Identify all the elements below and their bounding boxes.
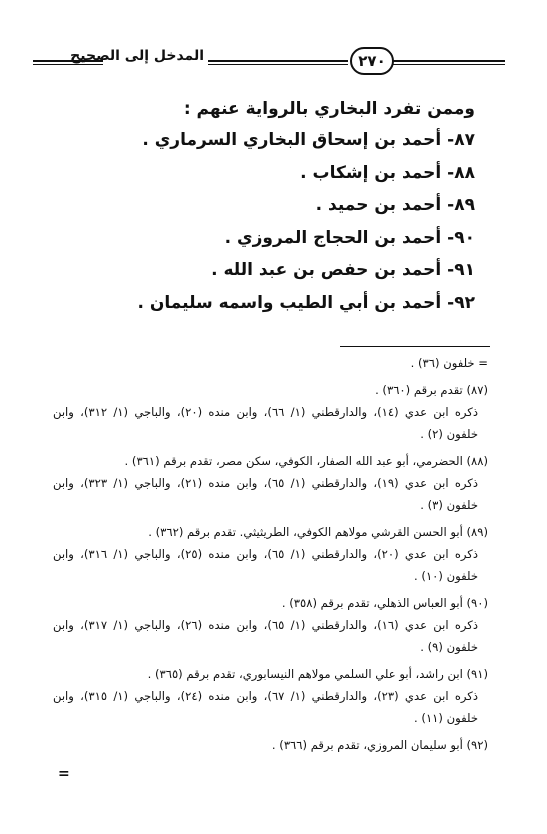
page-header [0, 44, 547, 78]
footnote-heading: (٩٢) أبو سليمان المروزي، تقدم برقم (٣٦٦) . [271, 738, 488, 752]
continuation-mark: = [58, 766, 70, 782]
header-rule [208, 64, 348, 65]
footnote-detail: ذكره ابن عدي (١٤)، والدارقطني (١/ ٦٦)، وابن منده (٢٠)، والباجي (١/ ٣١٢)، وابن خلفون (٢) . [53, 405, 478, 441]
footnote-heading: (٨٨) الحضرمي، أبو عبد الله الصفار، الكوفي، سكن مصر، تقدم برقم (٣٦١) . [124, 454, 488, 468]
narrator-entry: ٨٧- أحمد بن إسحاق البخاري السرماري . [142, 130, 475, 150]
footnote-detail: ذكره ابن عدي (٢٣)، والدارقطني (١/ ٦٧)، وابن منده (٢٤)، والباجي (١/ ٣١٥)، وابن خلفون (١١) . [53, 689, 478, 725]
page-number: ٢٧٠ [350, 47, 394, 75]
header-rule [33, 64, 103, 65]
narrator-entry: ٩٢- أحمد بن أبي الطيب واسمه سليمان . [137, 292, 475, 313]
narrator-entry: ٩١- أحمد بن حفص بن عبد الله . [211, 260, 475, 280]
footnote-heading: (٨٩) أبو الحسن القرشي مولاهم الكوفي، الطريثيثي. تقدم برقم (٣٦٢) . [148, 525, 488, 539]
section-intro: وممن تفرد البخاري بالرواية عنهم : [183, 99, 475, 119]
header-rule [393, 60, 505, 62]
footnote-heading: (٩١) ابن راشد، أبو علي السلمي مولاهم النيسابوري، تقدم برقم (٣٦٥) . [147, 667, 488, 681]
footnote-heading: (٨٧) تقدم برقم (٣٦٠) . [375, 383, 488, 397]
narrator-entry: ٩٠- أحمد بن الحجاج المروزي . [224, 227, 475, 248]
main-text [75, 94, 475, 319]
footnote-continuation: = خلفون (٣٦) . [410, 356, 488, 370]
running-title: المدخل إلى الصحيح [70, 48, 204, 64]
footnote-detail: ذكره ابن عدي (١٩)، والدارقطني (١/ ٦٥)، وابن منده (٢١)، والباجي (١/ ٣٢٣)، وابن خلفون (٣) . [53, 476, 478, 512]
footnote-detail: ذكره ابن عدي (١٦)، والدارقطني (١/ ٦٥)، وابن منده (٢٦)، والباجي (١/ ٣١٧)، وابن خلفون (٩) . [53, 618, 478, 654]
footnotes [53, 352, 488, 756]
header-rule [208, 60, 348, 62]
narrator-list [75, 124, 475, 319]
footnote-heading: (٩٠) أبو العباس الذهلي، تقدم برقم (٣٥٨) . [281, 596, 488, 610]
header-rule [393, 64, 505, 65]
footnote-separator [340, 346, 490, 347]
footnote-detail: ذكره ابن عدي (٢٠)، والدارقطني (١/ ٦٥)، وابن منده (٢٥)، والباجي (١/ ٣١٦)، وابن خلفون (١٠) . [53, 547, 478, 583]
narrator-entry: ٨٨- أحمد بن إشكاب . [300, 162, 475, 183]
narrator-entry: ٨٩- أحمد بن حميد . [315, 195, 475, 215]
